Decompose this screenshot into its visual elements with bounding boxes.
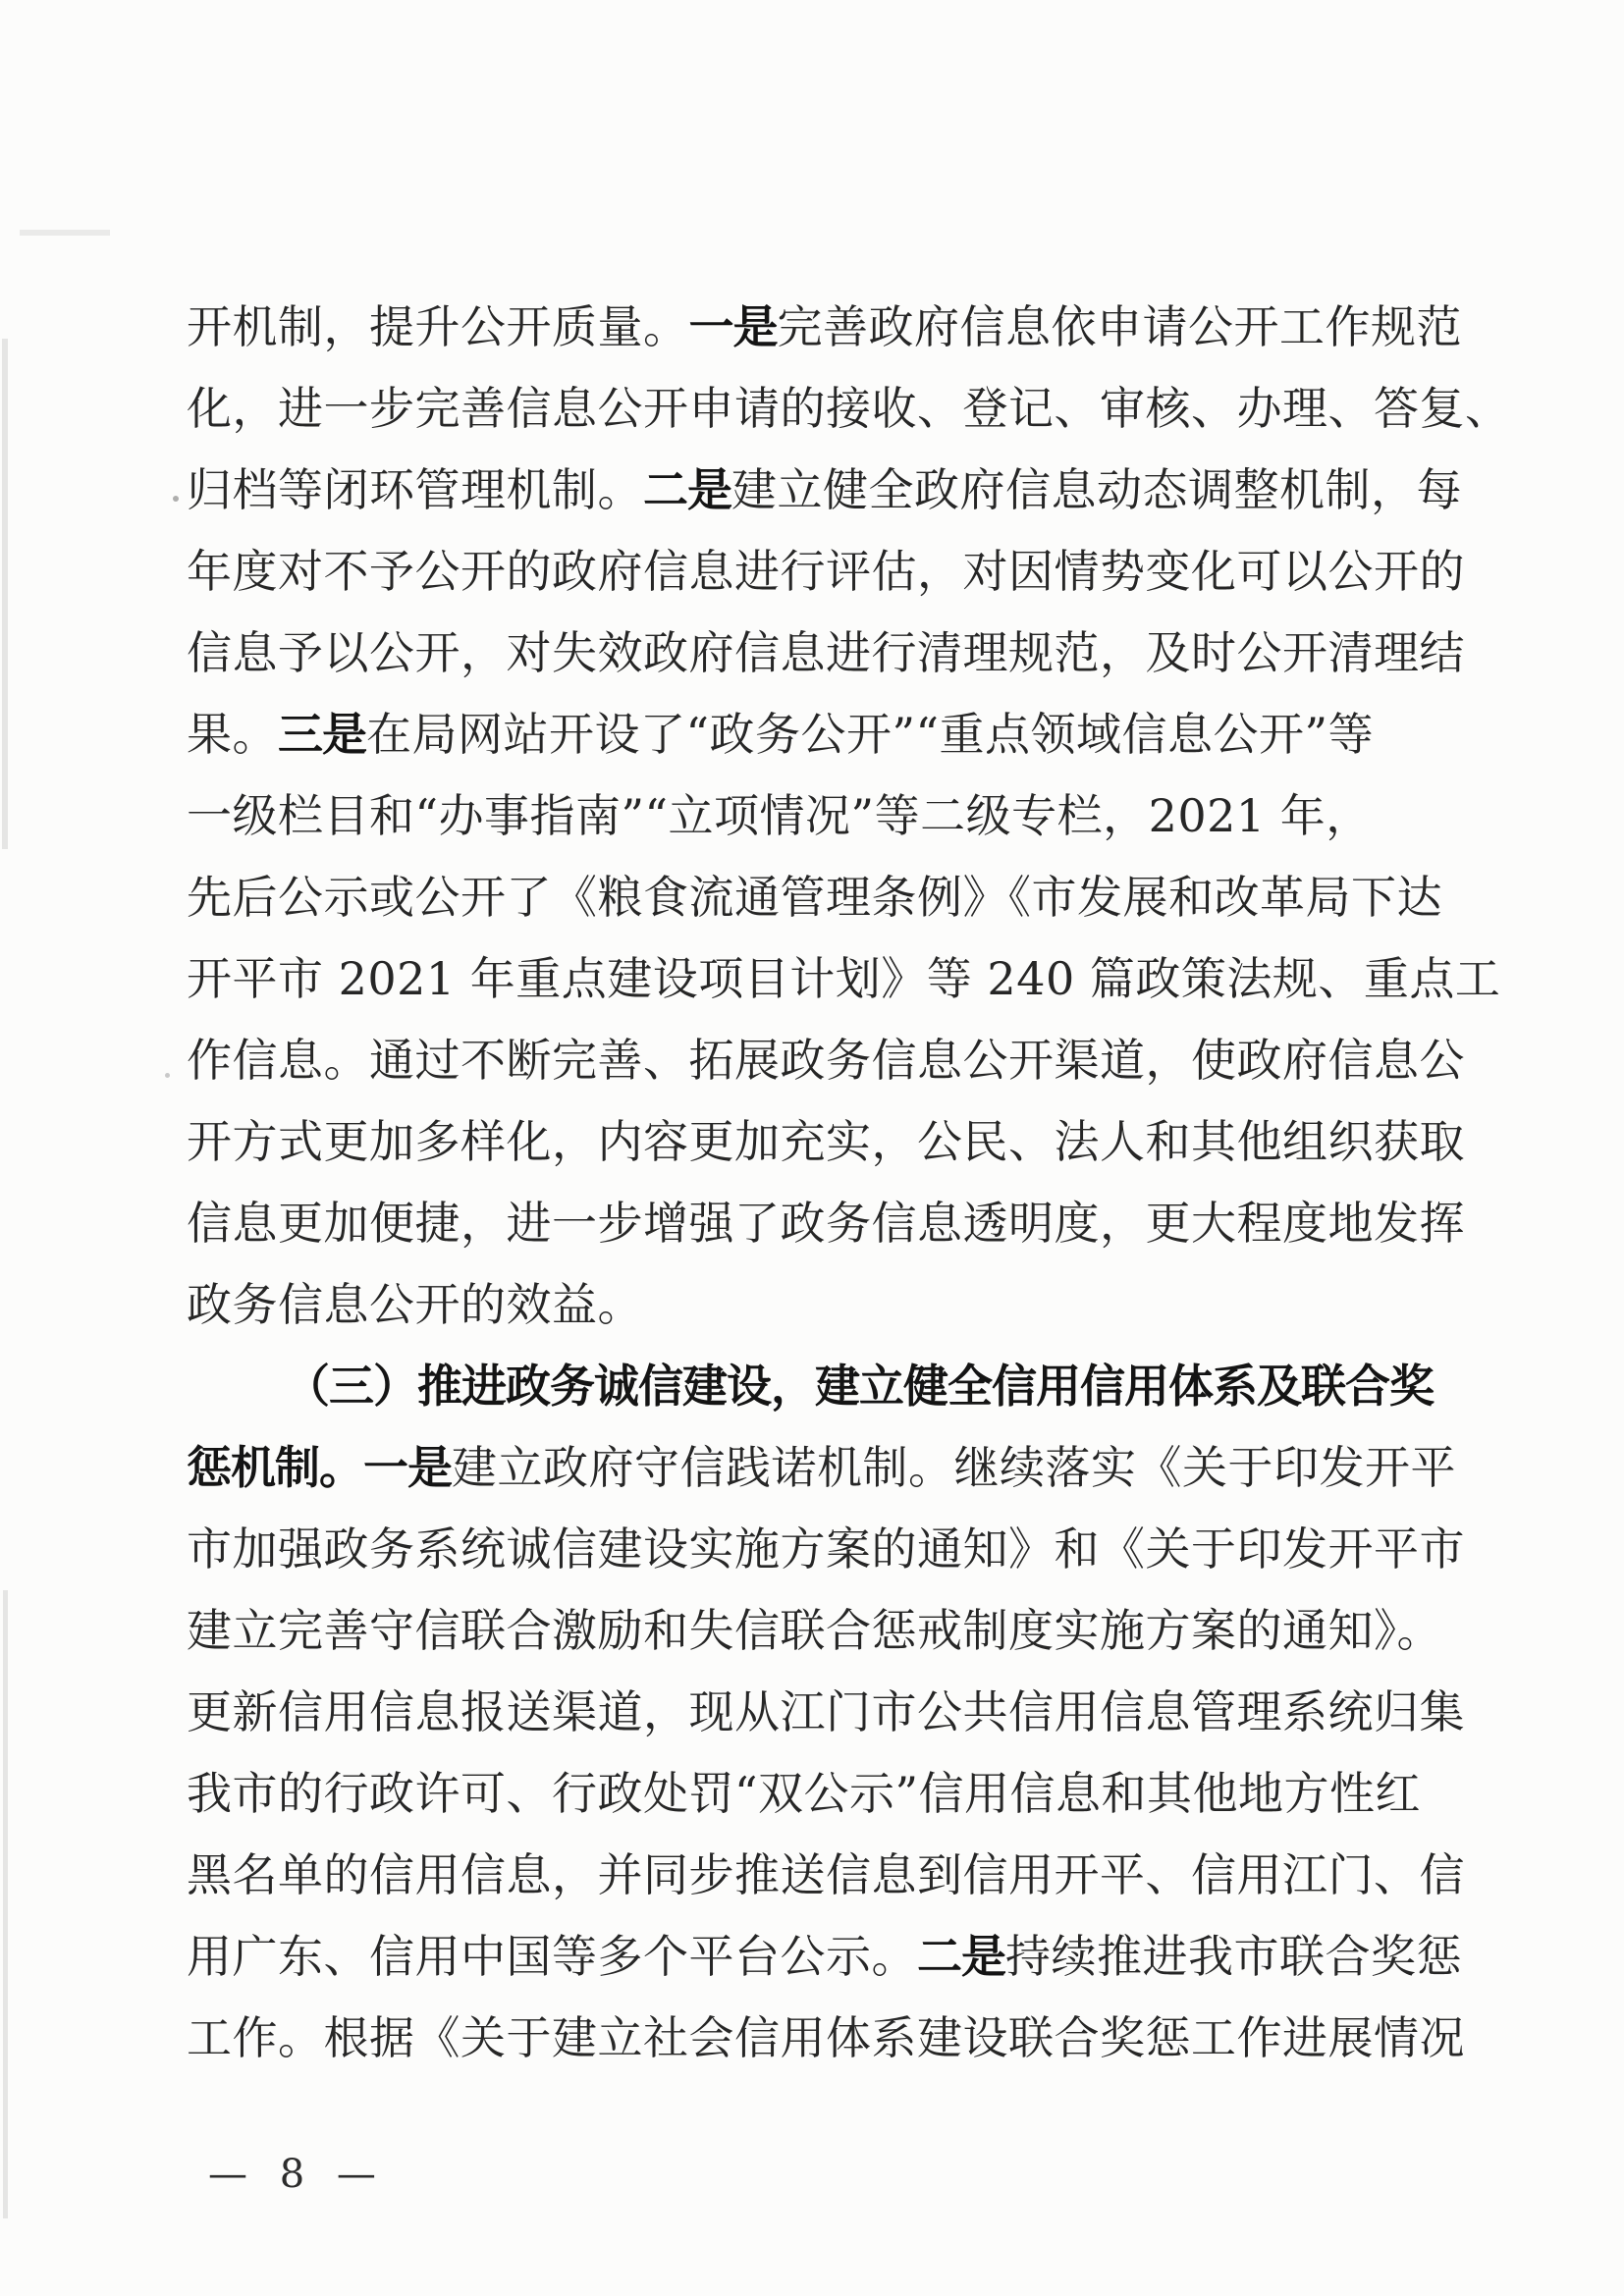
text-line <box>187 450 1462 531</box>
emphasis-text: 一是 <box>688 300 778 353</box>
scan-artifact <box>3 1590 8 2218</box>
emphasis-text: 二是 <box>917 1930 1005 1983</box>
text-line <box>187 287 1462 368</box>
body-text: 归档等闭环管理机制。 <box>187 463 643 516</box>
body-text: 建立政府守信践诺机制。继续落实《关于印发开平 <box>452 1441 1456 1494</box>
text-line <box>187 531 1465 613</box>
text-line <box>187 1264 1380 1346</box>
text-line <box>187 1427 1456 1509</box>
body-text: 一级栏目和“办事指南”“立项情况”等二级专栏，2021 年， <box>187 789 1372 842</box>
text-line <box>187 1590 1442 1672</box>
body-text: 在局网站开设了“政务公开”“重点领域信息公开”等 <box>366 708 1375 761</box>
text-line <box>187 694 1380 775</box>
body-text: 持续推进我市联合奖惩 <box>1005 1930 1462 1983</box>
emphasis-text: 一是 <box>363 1441 452 1494</box>
body-text: 用广东、信用中国等多个平台公示。 <box>187 1930 917 1983</box>
body-text: 信息更加便捷，进一步增强了政务信息透明度，更大程度地发挥 <box>187 1197 1465 1250</box>
text-line <box>187 368 1511 450</box>
body-text: 开方式更加多样化，内容更加充实，公民、法人和其他组织获取 <box>187 1115 1465 1168</box>
scan-artifact <box>20 230 110 236</box>
body-text: 建立完善守信联合激励和失信联合惩戒制度实施方案的通知》。 <box>187 1604 1442 1657</box>
body-text: 更新信用信息报送渠道，现从江门市公共信用信息管理系统归集 <box>187 1685 1465 1738</box>
body-text: 开平市 2021 年重点建设项目计划》等 240 篇政策法规、重点工 <box>187 952 1501 1005</box>
body-text: 黑名单的信用信息，并同步推送信息到信用开平、信用江门、信 <box>187 1848 1465 1901</box>
body-text: 建立健全政府信息动态调整机制，每 <box>731 463 1462 516</box>
body-text: 完善政府信息依申请公开工作规范 <box>777 300 1462 353</box>
text-line <box>187 1998 1465 2079</box>
body-text: 果。 <box>187 708 278 761</box>
body-text: 年度对不予公开的政府信息进行评估，对因情势变化可以公开的 <box>187 545 1465 598</box>
text-line <box>187 1916 1462 1998</box>
body-text: 开机制，提升公开质量。 <box>187 300 689 353</box>
emphasis-text: 三是 <box>278 708 366 761</box>
body-text: 政务信息公开的效益。 <box>187 1278 643 1331</box>
emphasis-text: （三）推进政务诚信建设，建立健全信用信用体系及联合奖 <box>285 1360 1434 1413</box>
text-line <box>187 857 1442 938</box>
text-line <box>187 1753 1422 1835</box>
text-line <box>187 1020 1465 1101</box>
body-text: 市加强政务系统诚信建设实施方案的通知》和《关于印发开平市 <box>187 1522 1465 1575</box>
text-line <box>187 1346 1434 1427</box>
body-text: 化，进一步完善信息公开申请的接收、登记、审核、办理、答复、 <box>187 382 1511 435</box>
document-body <box>187 287 1511 2079</box>
text-line <box>187 1509 1465 1590</box>
text-line <box>187 1835 1465 1916</box>
body-text: 先后公示或公开了《粮食流通管理条例》《市发展和改革局下达 <box>187 871 1442 924</box>
emphasis-text: 惩机制。 <box>187 1441 363 1494</box>
page-number: — 8 — <box>208 2152 386 2197</box>
emphasis-text: 二是 <box>643 463 731 516</box>
body-text: 信息予以公开，对失效政府信息进行清理规范，及时公开清理结 <box>187 626 1465 679</box>
text-line <box>187 775 1380 857</box>
body-text: 作信息。通过不断完善、拓展政务信息公开渠道，使政府信息公 <box>187 1034 1465 1087</box>
scan-artifact <box>173 496 179 502</box>
body-text: 工作。根据《关于建立社会信用体系建设联合奖惩工作进展情况 <box>187 2011 1465 2064</box>
text-line <box>187 1183 1465 1264</box>
text-line <box>187 613 1465 694</box>
body-text: 我市的行政许可、行政处罚“双公示”信用信息和其他地方性红 <box>187 1767 1422 1820</box>
scan-artifact <box>165 1073 170 1078</box>
text-line <box>187 938 1501 1020</box>
text-line <box>187 1672 1465 1753</box>
text-line <box>187 1101 1465 1183</box>
scan-artifact <box>2 339 8 849</box>
